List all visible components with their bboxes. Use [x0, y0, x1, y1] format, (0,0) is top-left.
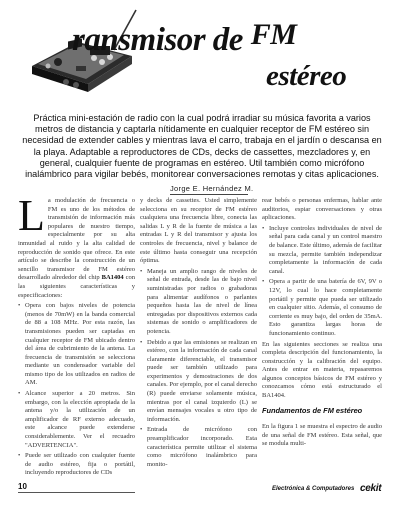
byline-divider [170, 194, 248, 195]
text-column-1 [18, 191, 135, 480]
list-item: • Puede ser utilizado con cualquier fuente de audio estéreo, fija o portátil, incluyendo reproductores de CDs [18, 452, 135, 478]
magazine-name: Electrónica & Computadores [272, 486, 355, 492]
list-item: • Alcance superior a 20 metros. Sin embargo, con la elección apropiada de la antena y/o la utilización de un amplificador de RF externo adecuado, este alcance puede extenderse considerablemente. Ver el recuadro "ADVERTENCIA". [18, 390, 135, 450]
list-item: • Maneja un amplio rango de niveles de señal de entrada, desde las de bajo nivel suministradas por radios o grabadoras para alimentar audífonos o parlantes pequeños hasta las de nivel de línea entregadas por dispositivos externos cada sistemas de sonido o amplificadores de potencia. [140, 268, 257, 337]
list-item: • Incluye controles individuales de nivel de señal para cada canal y un control maestro de balance. Este último, además de facilitar su mezcla, permite también independizar completamente la información de cada canal. [262, 225, 382, 277]
list-item: • Debido a que las emisiones se realizan en estéreo, con la información de cada canal claramente diferenciable, el transmisor puede ser también utilizado para experimentos y demostraciones de dos canales. Por ejemplo, por el canal derecho (R) puede enviarse solamente música, mientras por el canal izquierdo (L) se envían mensajes vocales u otro tipo de información. [140, 339, 257, 425]
article-title [72, 18, 297, 59]
body-paragraph: y decks de cassettes. Usted simplemente selecciona en su receptor de FM estéreo cualquiera una frecuencia libre, conecta las salidas L y R de la fuente de música a las entradas L y R del transmisor y ajusta los controles de frecuencia, nivel y balance de este último hasta conseguir una recepción óptima. [140, 197, 257, 265]
article-lead: Práctica mini-estación de radio con la cual podrá irradiar su música favorita a varios metros de distancia y captarla nítidamente en cualquier receptor de FM estéreo sin necesidad de extender cables y mientras lava el carro, trabaja en el jardín o descansa en la playa. Adaptable a reproductores de CDs, decks de cassettes, mezcladores y, en general, cualquier fuente de programas en estéreo. Util también como micrófono inalámbrico para vigilar bebés, monitorear conversaciones remotas y citas aplicaciones. [22, 113, 382, 180]
body-paragraph: En las siguientes secciones se realiza una completa descripción del funcionamiento, la construcción y la calibración del equipo. Antes de entrar en materia, repasaremos algunos conceptos básicos de FM estéreo y conozcamos cómo está estructurado el BA1404. [262, 340, 382, 400]
section-subhead: Fundamentos de FM estéreo [262, 405, 363, 415]
text-column-3 [262, 197, 382, 451]
footer-divider [18, 492, 135, 493]
title-text: ransmisor de [72, 22, 251, 58]
list-item: • Opera con bajos niveles de potencia (menos de 70mW) en la banda comercial de 88 a 108 MHz. Por esta razón, las transmisiones pueden ser captadas en cualquier receptor de FM ubicado dentro del área de cubrimiento de la antena. La frecuencia de transmisión se selecciona mediante un condensador variable del mismo tipo de los utilizados en radios de AM. [18, 302, 135, 388]
drop-cap: L [18, 191, 45, 240]
body-paragraph: En la figura 1 se muestra el espectro de audio de una señal de FM estéreo. Esta señal, que se modula multi- [262, 423, 382, 448]
intro-paragraph: La modulación de frecuencia o FM es uno de los métodos de transmisión de información más populares de nuestro tiempo, especialmente por su alta inmunidad al ruido y la alta calidad de reproducción de sonido que ofrece. En este artículo se describe la construcción de un sencillo transmisor de FM estéreo desarrollado alrededor del chip BA1404 con las siguientes características y especificaciones: [18, 191, 135, 299]
page-number: 10 [18, 482, 27, 491]
article-title-line-2: estéreo [266, 60, 347, 92]
author-byline: Jorge E. Hernández M. [170, 184, 254, 193]
list-item: • Opera a partir de una batería de 6V, 9V o 12V, lo cual lo hace completamente portátil y permite que pueda ser utilizado en cualquier sitio. Además, el consumo de corriente es muy bajo, del orden de 35mA. Esto garantiza largas horas de funcionamiento continuo. [262, 278, 382, 338]
list-item: • Entrada de micrófono con preamplificador incorporado. Esta característica permite utilizar el sistema como micrófono inalámbrico para monito- [140, 426, 257, 469]
chip-name: BA1404 [101, 274, 124, 282]
body-paragraph: rear bebés o personas enfermas, hablar ante auditorios, espiar conversaciones y otras aplicaciones. [262, 197, 382, 222]
title-fm: FM [250, 18, 297, 51]
text-column-2 [140, 197, 257, 471]
publisher-logo: cekit [360, 483, 382, 494]
